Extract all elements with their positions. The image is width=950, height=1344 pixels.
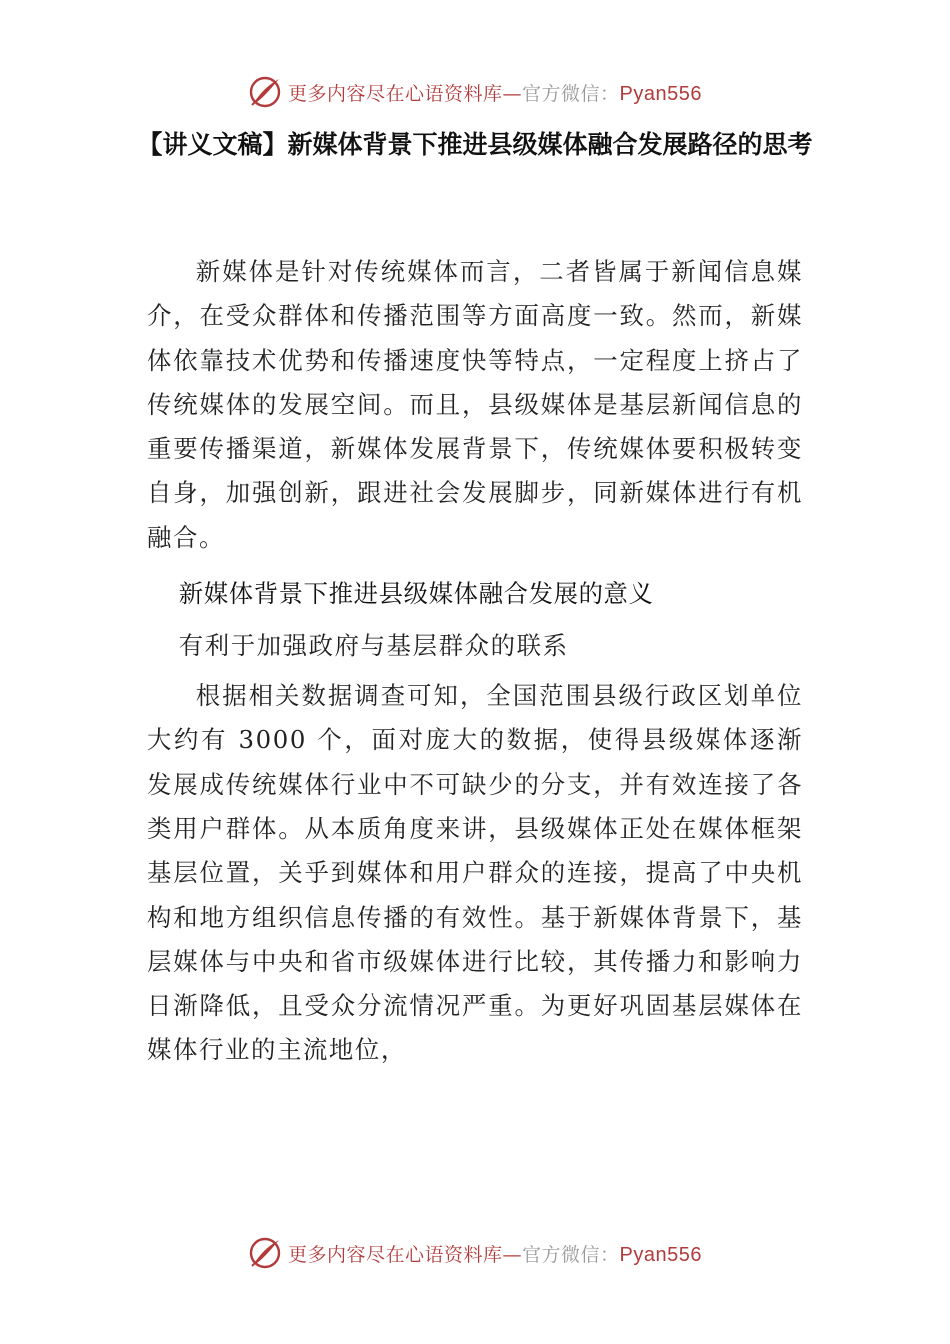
wechat-id: Pyan556 xyxy=(619,82,702,105)
banner-text: 更多内容尽在心语资料库—官方微信：Pyan556 xyxy=(288,1243,702,1266)
document-body xyxy=(147,250,803,1073)
wechat-id: Pyan556 xyxy=(619,1243,702,1266)
section-heading: 新媒体背景下推进县级媒体融合发展的意义 xyxy=(178,579,654,609)
section-body-paragraph: 根据相关数据调查可知，全国范围县级行政区划单位大约有 3000 个，面对庞大的数据，使得县级媒体逐渐发展成传统媒体行业中不可缺少的分支，并有效连接了各类用户群体。从本质角度来讲，县级媒体正处在媒体框架基层位置，关乎到媒体和用户群众的连接，提高了中央机构和地方组织信息传播的有效性。基于新媒体背景下，基层媒体与中央和省市级媒体进行比较，其传播力和影响力日渐降低，且受众分流情况严重。为更好巩固基层媒体在媒体行业的主流地位， xyxy=(147,681,803,1065)
document-title: 【讲义文稿】新媒体背景下推进县级媒体融合发展路径的思考 xyxy=(137,130,813,159)
wechat-label: 官方微信： xyxy=(522,1243,620,1266)
quill-logo-icon xyxy=(248,1236,282,1270)
quill-logo-icon xyxy=(248,75,282,109)
header-watermark-banner xyxy=(0,72,950,112)
section-subheading: 有利于加强政府与基层群众的联系 xyxy=(178,631,569,661)
footer-watermark-banner xyxy=(0,1233,950,1273)
intro-paragraph: 新媒体是针对传统媒体而言，二者皆属于新闻信息媒介，在受众群体和传播范围等方面高度一致。然而，新媒体依靠技术优势和传播速度快等特点，一定程度上挤占了传统媒体的发展空间。而且，县级媒体是基层新闻信息的重要传播渠道，新媒体发展背景下，传统媒体要积极转变自身，加强创新，跟进社会发展脚步，同新媒体进行有机融合。 xyxy=(147,257,803,552)
wechat-label: 官方微信： xyxy=(522,82,620,105)
banner-text: 更多内容尽在心语资料库—官方微信：Pyan556 xyxy=(288,82,702,105)
